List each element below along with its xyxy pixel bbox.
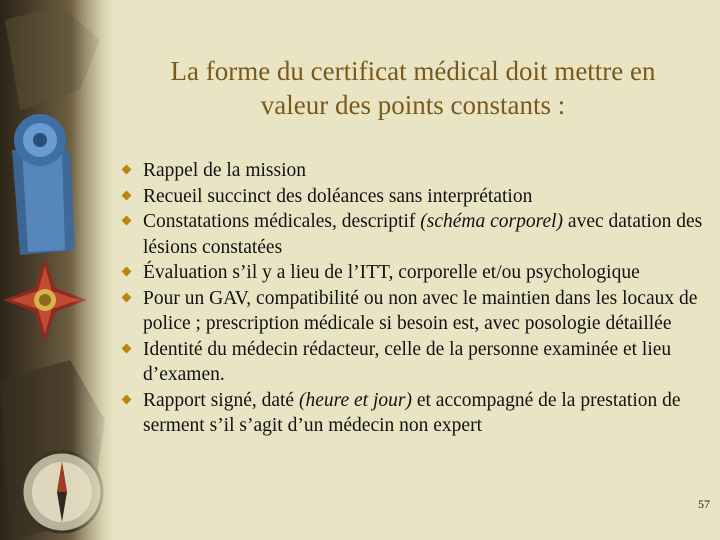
bullet-text	[143, 388, 712, 439]
decorative-medal-image	[0, 0, 112, 540]
bullet-item	[112, 286, 712, 337]
bullet-text: Rappel de la mission	[143, 160, 307, 181]
bullet-text: Évaluation s’il y a lieu de l’ITT, corporelle et/ou psychologique	[143, 262, 640, 283]
slide-content	[112, 0, 720, 540]
diamond-bullet-icon	[122, 165, 132, 175]
bullet-text-part: Rapport signé, daté	[143, 389, 299, 411]
bullet-text	[143, 209, 712, 260]
bullet-text-italic: (schéma corporel)	[420, 211, 564, 232]
bullet-item	[112, 209, 712, 260]
bullet-text: Recueil succinct des doléances sans interprétation	[143, 185, 533, 207]
bullet-text: Pour un GAV, compatibilité ou non avec le maintien dans les locaux de police ; prescription médicale si besoin est, avec posologie détaillée	[143, 287, 698, 334]
bullet-text: Identité du médecin rédacteur, celle de la personne examinée et lieu d’examen.	[143, 338, 672, 385]
diamond-bullet-icon	[122, 267, 132, 277]
bullet-item	[112, 337, 712, 388]
bullet-item	[112, 158, 712, 184]
diamond-bullet-icon	[122, 292, 132, 302]
slide-title	[112, 54, 714, 122]
diamond-bullet-icon	[122, 216, 132, 226]
diamond-bullet-icon	[122, 394, 132, 404]
image-fade	[72, 0, 112, 540]
diamond-bullet-icon	[122, 190, 132, 200]
bullet-text-italic: (heure et jour)	[298, 389, 412, 411]
bullet-text-part: Constatations médicales, descriptif	[143, 211, 421, 232]
bullet-text-part: avec datation des lésions constatées	[143, 211, 703, 258]
bullet-text-part: et accompagné de la prestation de serment s’il s’agit d’un médecin non expert	[143, 389, 681, 436]
bullet-item	[112, 260, 712, 286]
page-number: 57	[698, 497, 710, 511]
slide-title-line-1: La forme du certificat médical doit mettre en	[170, 56, 656, 86]
slide-title-line-2: valeur des points constants :	[260, 90, 566, 120]
bullet-item	[112, 388, 712, 439]
diamond-bullet-icon	[122, 343, 132, 353]
bullet-item	[112, 184, 712, 210]
bullet-list	[112, 158, 712, 439]
